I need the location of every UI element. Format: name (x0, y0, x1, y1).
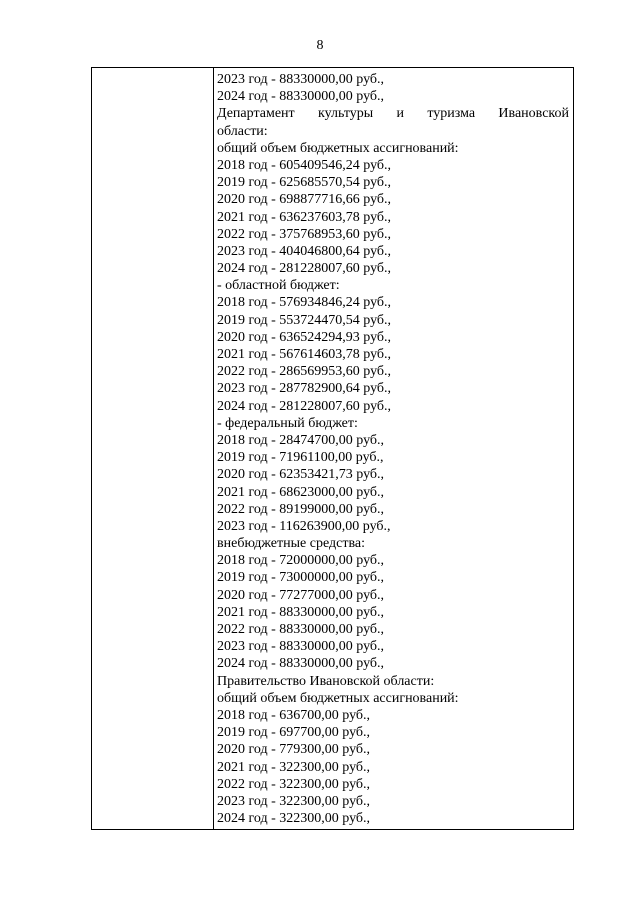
text-line: 2024 год - 281228007,60 руб., (217, 398, 392, 414)
text-line: 2024 год - 281228007,60 руб., (217, 261, 392, 277)
text-line: 2022 год - 286569953,60 руб., (217, 364, 392, 380)
text-line: 2020 год - 77277000,00 руб., (217, 587, 385, 603)
text-line: 2018 год - 605409546,24 руб., (217, 157, 392, 173)
table-right-cell (217, 71, 569, 827)
text-line: 2021 год - 322300,00 руб., (217, 759, 371, 775)
text-line: 2018 год - 72000000,00 руб., (217, 553, 385, 569)
text-line: 2022 год - 88330000,00 руб., (217, 622, 385, 637)
text-line: 2020 год - 779300,00 руб., (217, 742, 371, 758)
text-line: 2021 год - 636237603,78 руб., (217, 209, 392, 225)
text-line: 2021 год - 68623000,00 руб., (217, 484, 385, 500)
text-line: 2023 год - 88330000,00 руб., (217, 639, 385, 655)
text-line: 2021 год - 567614603,78 руб., (217, 347, 392, 362)
text-line: 2023 год - 116263900,00 руб., (217, 518, 391, 534)
text-line: Правительство Ивановской области: (217, 673, 435, 689)
text-line: 2019 год - 697700,00 руб., (217, 725, 371, 741)
text-line: 2020 год - 698877716,66 руб., (217, 192, 392, 208)
text-line: 2020 год - 636524294,93 руб., (217, 329, 392, 345)
text-line: 2023 год - 404046800,64 руб., (217, 243, 392, 259)
text-line: 2022 год - 375768953,60 руб., (217, 226, 392, 242)
text-line: 2023 год - 287782900,64 руб., (217, 381, 392, 397)
text-line: 2019 год - 73000000,00 руб., (217, 570, 385, 586)
text-line: 2018 год - 28474700,00 руб., (217, 432, 385, 448)
text-line: 2024 год - 322300,00 руб., (217, 811, 371, 827)
text-line: 2019 год - 553724470,54 руб., (217, 312, 392, 328)
text-line: 2018 год - 576934846,24 руб., (217, 295, 392, 311)
text-line: 2018 год - 636700,00 руб., (217, 707, 371, 723)
text-line: области: (217, 123, 268, 139)
text-line: 2019 год - 625685570,54 руб., (217, 175, 392, 191)
text-line: - федеральный бюджет: (217, 415, 358, 431)
text-line: 2024 год - 88330000,00 руб., (217, 656, 385, 672)
text-line: общий объем бюджетных ассигнований: (217, 690, 459, 706)
text-line: 2019 год - 71961100,00 руб., (217, 450, 384, 466)
text-line: 2024 год - 88330000,00 руб., (217, 89, 385, 105)
text-line: 2022 год - 89199000,00 руб., (217, 501, 385, 517)
budget-table (91, 67, 574, 830)
text-line: 2023 год - 88330000,00 руб., (217, 72, 385, 87)
department-heading: Департамент культуры и туризма Ивановской (217, 106, 569, 122)
page-number: 8 (316, 38, 324, 53)
text-line: 2020 год - 62353421,73 руб., (217, 467, 385, 483)
table-left-cell (92, 68, 214, 829)
text-line: 2023 год - 322300,00 руб., (217, 793, 371, 809)
text-line: - областной бюджет: (217, 278, 340, 294)
text-line: 2021 год - 88330000,00 руб., (217, 604, 385, 620)
text-line: общий объем бюджетных ассигнований: (217, 140, 459, 156)
text-line: 2022 год - 322300,00 руб., (217, 776, 371, 792)
text-line: внебюджетные средства: (217, 536, 365, 552)
